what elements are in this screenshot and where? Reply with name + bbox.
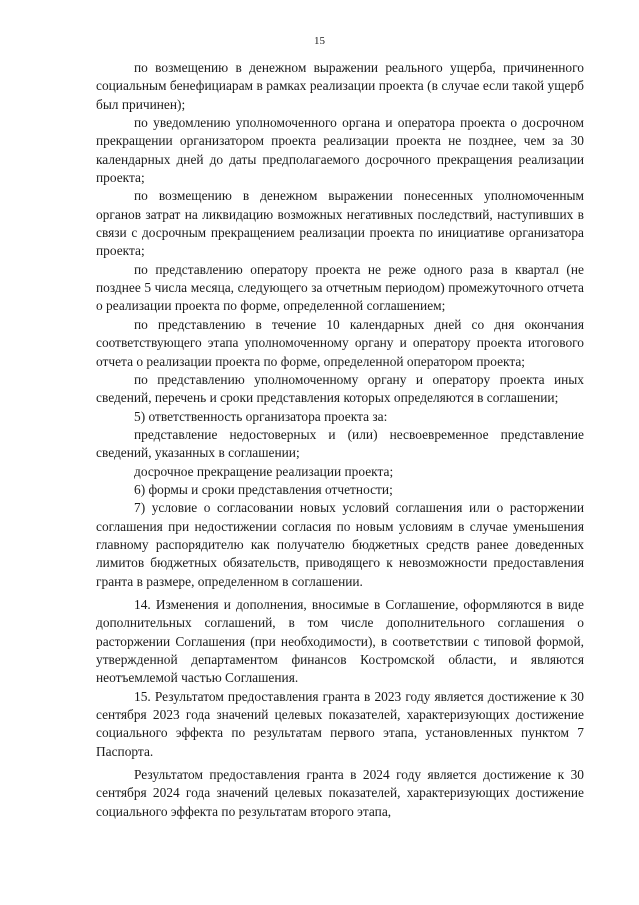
document-body	[96, 59, 584, 821]
paragraph: 6) формы и сроки представления отчетности;	[134, 481, 393, 497]
paragraph: 7) условие о согласовании новых условий соглашения или о расторжении соглашения при недостижении согласия по новым условиям в случае уменьшения главному распорядителю как получателю бюджетных средств ранее доведенных лимитов бюджетных обязательств, приводящего к невозможности предоставления гранта в размере, определенном в соглашении.	[96, 500, 584, 589]
paragraph: представление недостоверных и (или) несвоевременное представление сведений, указанных в соглашении;	[96, 426, 584, 461]
paragraph: по представлению оператору проекта не реже одного раза в квартал (не позднее 5 числа месяца, следующего за отчетным периодом) промежуточного отчета о реализации проекта по форме, определенной соглашением;	[96, 261, 584, 314]
paragraph: по возмещению в денежном выражении понесенных уполномоченным органов затрат на ликвидацию возможных негативных последствий, наступивших в связи с досрочным прекращением реализации проекта по инициативе организатора проекта;	[96, 188, 584, 259]
paragraph: по возмещению в денежном выражении реального ущерба, причиненного социальным бенефициарам в рамках реализации проекта (в случае если такой ущерб был причинен);	[96, 60, 584, 112]
paragraph: 5) ответственность организатора проекта за:	[134, 408, 388, 424]
paragraph: 14. Изменения и дополнения, вносимые в Соглашение, оформляются в виде дополнительных соглашений, в том числе дополнительного соглашения о расторжении Соглашения (при необходимости), в соответствии с типовой формой, утвержденной департаментом финансов Костромской области, и являются неотъемлемой частью Соглашения.	[96, 596, 584, 686]
paragraph: 15. Результатом предоставления гранта в 2023 году является достижение к 30 сентября 2023 года значений целевых показателей, характеризующих достижение социального эффекта по результатам первого этапа, установленных пунктом 7 Паспорта.	[96, 688, 584, 759]
page-number: 15	[314, 35, 325, 47]
paragraph: по представлению уполномоченному органу и оператору проекта иных сведений, перечень и сроки представления которых определяются в соглашении;	[96, 371, 584, 406]
paragraph: досрочное прекращение реализации проекта;	[134, 463, 394, 479]
paragraph: по представлению в течение 10 календарных дней со дня окончания соответствующего этапа уполномоченному органу и оператору проекта итогового отчета о реализации проекта по форме, определенной оператором проекта;	[96, 316, 584, 369]
paragraph: Результатом предоставления гранта в 2024 году является достижение к 30 сентября 2024 года значений целевых показателей, характеризующих достижение социального эффекта по результатам второго этапа,	[96, 767, 584, 819]
paragraph: по уведомлению уполномоченного органа и оператора проекта о досрочном прекращении организатором проекта реализации проекта не позднее, чем за 30 календарных дней до даты предполагаемого досрочного прекращения реализации проекта;	[96, 115, 584, 186]
